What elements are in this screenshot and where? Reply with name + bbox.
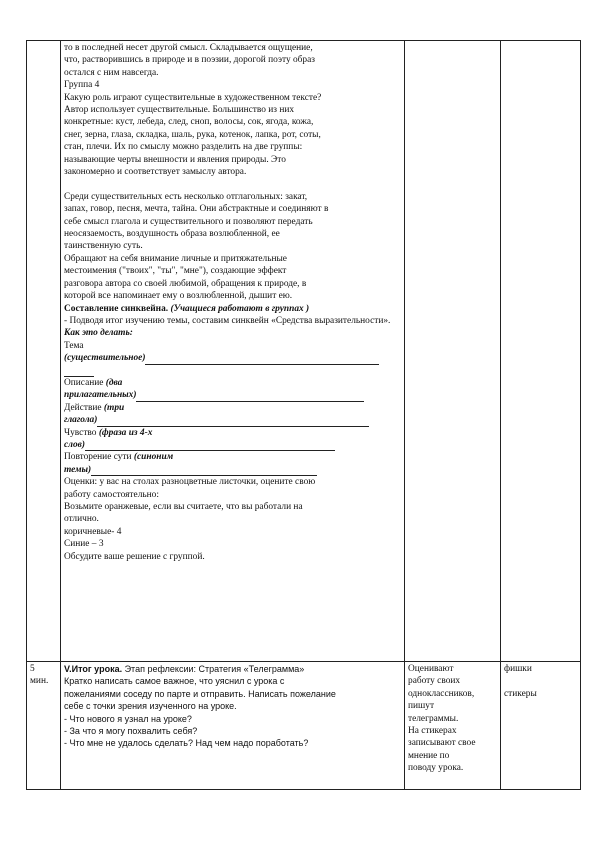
resource-item: фишки	[504, 664, 532, 674]
table-row	[27, 41, 581, 662]
text-line: Обращают на себя внимание личные и притяжательные	[64, 253, 287, 264]
sinkwine-heading: Составление синквейна. (Учащиеся работают в группах )	[64, 303, 310, 314]
time-value: 5	[30, 664, 35, 674]
text-line: Оценивают	[408, 664, 454, 674]
text-line: мнение по	[408, 750, 450, 761]
text-line: местоимения ("твоих", "ты", "мне"), создающие эффект	[64, 266, 287, 277]
time-unit: мин.	[30, 676, 49, 687]
text-line: одноклассников,	[408, 688, 475, 699]
students-activity-cell	[405, 662, 501, 790]
ocenki-line: работу самостоятельно:	[64, 489, 159, 500]
text-line: Автор использует существительные. Большинство из них	[64, 105, 295, 116]
povtorenie-field: Повторение сути (синоним	[64, 452, 174, 463]
text-line: работу своих	[408, 676, 461, 687]
text-line: На стикерах	[408, 726, 457, 737]
time-cell	[27, 41, 61, 662]
text-line: себе смысл глагола и существительного и позволяют передать	[64, 216, 313, 227]
blank-line	[64, 178, 401, 190]
text-line: стан, плечи. Их по смыслу можно разделить на две группы:	[64, 142, 303, 153]
chuvstvo-field: Чувство (фраза из 4-х	[64, 427, 153, 438]
resources-cell	[501, 662, 581, 790]
ocenki-line: Синие – 3	[64, 539, 104, 550]
ocenki-line: коричневые- 4	[64, 526, 122, 537]
tema-field: (существительное)	[64, 352, 401, 364]
chuvstvo-field-line: слов)	[64, 439, 401, 451]
text-line: Кратко написать самое важное, что уяснил с урока с	[64, 676, 285, 687]
time-cell	[27, 662, 61, 790]
text-line: Какую роль играют существительные в художественном тексте?	[64, 92, 322, 103]
text-line: поводу урока.	[408, 763, 464, 774]
content-cell	[61, 662, 405, 790]
text-line: то в последней несет другой смысл. Складывается ощущение,	[64, 43, 313, 53]
question-line: - За что я могу похвалить себя?	[64, 726, 198, 737]
text-line: записывают свое	[408, 738, 476, 749]
opisanie-field: Описание (два	[64, 377, 123, 388]
sinkwine-text: - Подводя итог изучению темы, составим синквейн «Средства выразительности».	[64, 315, 391, 326]
text-line: конкретные: куст, лебеда, след, сноп, волосы, сок, ягода, кожа,	[64, 117, 314, 128]
deistvie-field: Действие (три	[64, 402, 125, 413]
text-line: себе с точки зрения изученного на уроке.	[64, 701, 237, 712]
question-line: - Что нового я узнал на уроке?	[64, 713, 192, 724]
tema-field-continuation	[64, 365, 401, 377]
text-line: закономерно и соответствует замыслу автора.	[64, 167, 247, 178]
text-line: таинственную суть.	[64, 241, 143, 252]
text-line: что, растворившись в природе и в поэзии, дорогой поэту образ	[64, 55, 315, 66]
text-line: остался с ним навсегда.	[64, 67, 159, 78]
deistvie-field-line: глагола)	[64, 414, 401, 426]
howto-label: Как это делать:	[64, 328, 133, 339]
ocenki-line: отлично.	[64, 514, 99, 525]
opisanie-field-line: прилагательных)	[64, 389, 401, 401]
povtorenie-field-line: темы)	[64, 464, 401, 476]
text-line: пожеланиями соседу по парте и отправить. Написать пожелание	[64, 688, 336, 699]
resource-item: стикеры	[504, 688, 537, 699]
lesson-plan-table	[26, 40, 581, 790]
ocenki-line: Оценки: у вас на столах разноцветные листочки, оцените свою	[64, 477, 316, 488]
group-heading: Группа 4	[64, 80, 100, 91]
text-line: разговора автора со своей любимой, обращения к природе, в	[64, 278, 307, 289]
ocenki-line: Возьмите оранжевые, если вы считаете, что вы работали на	[64, 502, 303, 513]
text-line: телеграммы.	[408, 713, 459, 724]
stage-heading: V.Итог урока. Этап рефлексии: Стратегия «Телеграмма»	[64, 664, 305, 674]
content-cell	[61, 41, 405, 662]
text-line: называющие черты внешности и явления природы. Это	[64, 154, 286, 165]
students-activity-cell	[405, 41, 501, 662]
tema-label: Тема	[64, 340, 84, 351]
text-line: которой все напоминает ему о возлюбленной, дышит ею.	[64, 291, 293, 302]
text-line: запах, говор, песня, мечта, тайна. Они абстрактные и соединяют в	[64, 204, 329, 215]
text-line: Среди существительных есть несколько отглагольных: закат,	[64, 191, 308, 202]
question-line: - Что мне не удалось сделать? Над чем надо поработать?	[64, 738, 309, 749]
resources-cell	[501, 41, 581, 662]
text-line: снег, зерна, глаза, складка, шаль, рука, котенок, лапка, рот, соты,	[64, 129, 321, 140]
text-line: неосязаемость, воздушность образа возлюбленной, ее	[64, 229, 280, 240]
text-line: пишут	[408, 701, 435, 712]
table-row	[27, 662, 581, 790]
ocenki-line: Обсудите ваше решение с группой.	[64, 551, 205, 562]
